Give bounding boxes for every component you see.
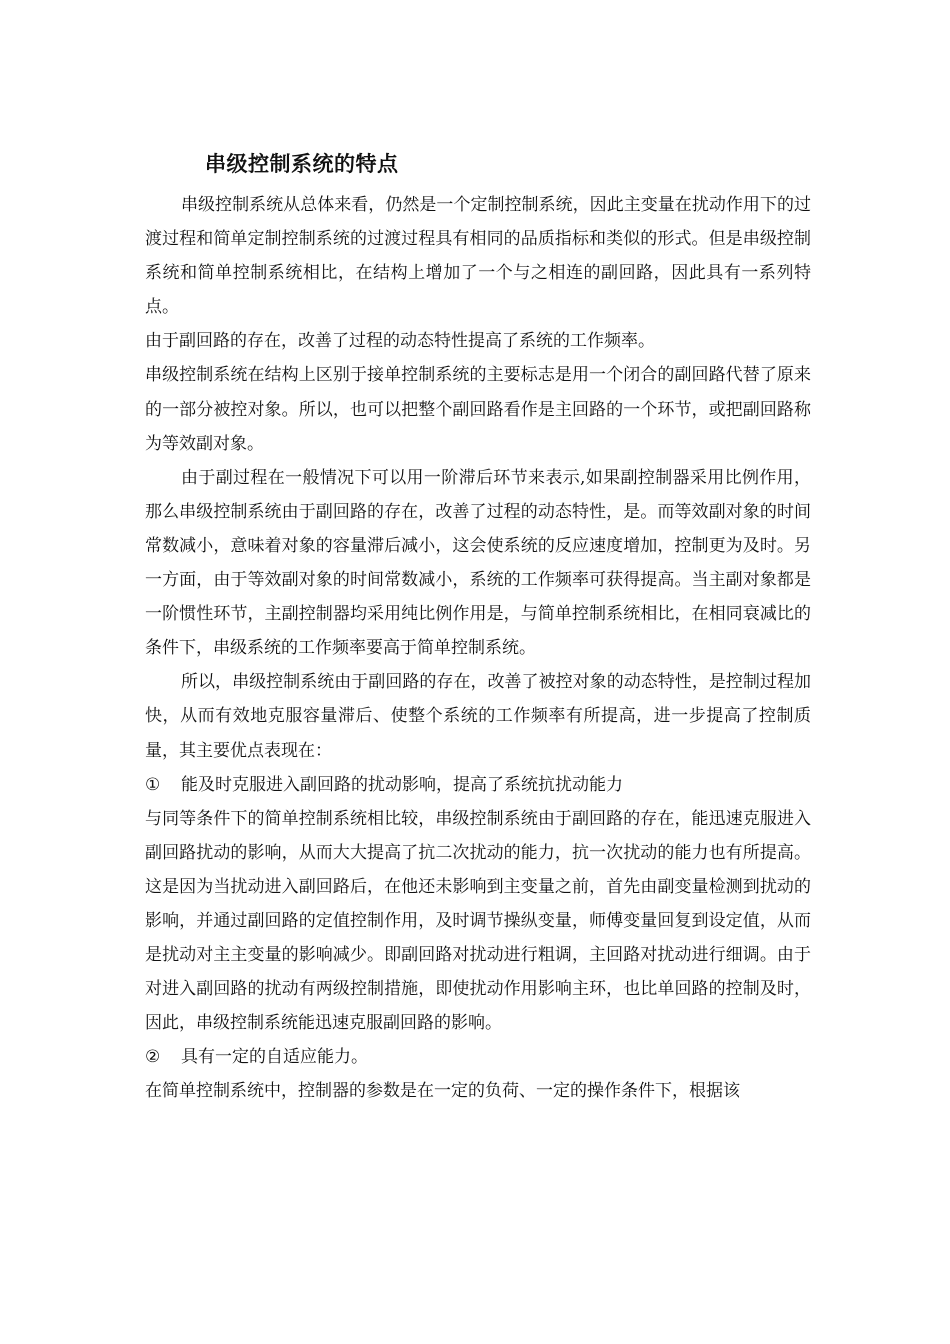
paragraph-feature-heading: 由于副回路的存在，改善了过程的动态特性提高了系统的工作频率。 (145, 331, 655, 352)
paragraph-structure: 串级控制系统在结构上区别于接单控制系统的主要标志是用一个闭合的副回路代替了原来的一部分被控对象。所以，也可以把整个副回路看作是主回路的一个环节，或把副回路称为等效副对象。 (145, 365, 811, 454)
paragraph-disturbance: 与同等条件下的简单控制系统相比较，串级控制系统由于副回路的存在，能迅速克服进入副回路扰动的影响，从而大大提高了抗二次扰动的能力，抗一次扰动的能力也有所提高。这是因为当扰动进入副回路后，在他还未影响到主变量之前，首先由副变量检测到扰动的影响，并通过副回路的定值控制作用，及时调节操纵变量，师傅变量回复到设定值，从而是扰动对主主变量的影响减少。即副回路对扰动进行粗调，主回路对扰动进行细调。由于对进入副回路的扰动有两级控制措施，即使扰动作用影响主环，也比单回路的控制及时，因此，串级控制系统能迅速克服副回路的影响。 (145, 808, 811, 1034)
page-title: 串级控制系统的特点 (205, 152, 399, 176)
list-marker-2: ② (145, 1047, 161, 1068)
paragraph-adaptive: 在简单控制系统中，控制器的参数是在一定的负荷、一定的操作条件下，根据该 (145, 1081, 740, 1102)
list-marker-1: ① (145, 774, 161, 795)
list-item-1-text: 能及时克服进入副回路的扰动影响，提高了系统抗扰动能力 (181, 774, 623, 795)
paragraph-dynamics: 由于副过程在一般情况下可以用一阶滞后环节来表示,如果副控制器采用比例作用，那么串级控制系统由于副回路的存在，改善了过程的动态特性，是。而等效副对象的时间常数减小，意味着对象的容量滞后减小，这会使系统的反应速度增加，控制更为及时。另一方面，由于等效副对象的时间常数减小，系统的工作频率可获得提高。当主副对象都是一阶惯性环节，主副控制器均采用纯比例作用是，与简单控制系统相比，在相同衰减比的条件下，串级系统的工作频率要高于简单控制系统。 (145, 467, 811, 659)
paragraph-summary: 所以，串级控制系统由于副回路的存在，改善了被控对象的动态特性，是控制过程加快，从而有效地克服容量滞后、使整个系统的工作频率有所提高，进一步提高了控制质量，其主要优点表现在： (145, 672, 811, 761)
list-item-2 (145, 1040, 811, 1074)
paragraph-intro: 串级控制系统从总体来看，仍然是一个定制控制系统，因此主变量在扰动作用下的过渡过程和简单定制控制系统的过渡过程具有相同的品质指标和类似的形式。但是串级控制系统和简单控制系统相比，在结构上增加了一个与之相连的副回路，因此具有一系列特点。 (145, 195, 811, 318)
document-body (145, 188, 811, 1109)
list-item-2-text: 具有一定的自适应能力。 (181, 1047, 368, 1068)
list-item-1 (145, 768, 811, 802)
